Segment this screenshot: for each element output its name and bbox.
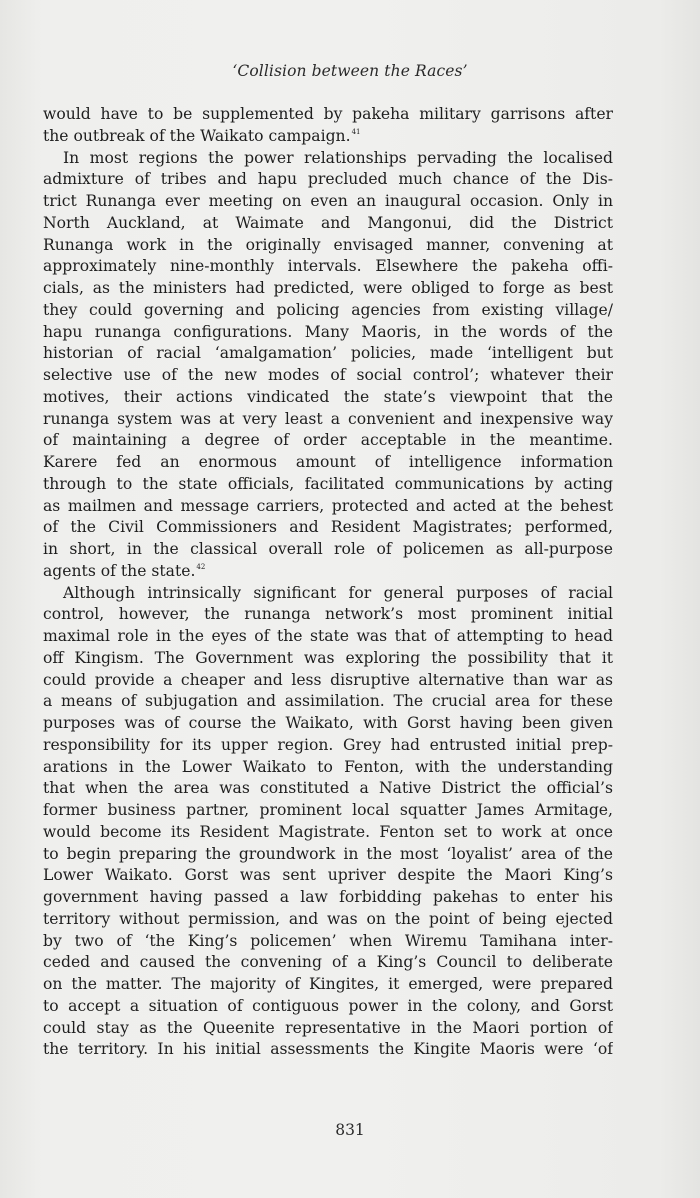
text-line: would become its Resident Magistrate. Fenton set to work at once xyxy=(43,822,613,841)
text-line: Runanga work in the originally envisaged manner, convening at xyxy=(43,235,613,254)
text-line: to accept a situation of contiguous power in the colony, and Gorst xyxy=(43,996,613,1015)
text-line: that when the area was constituted a Native District the official’s xyxy=(43,779,613,798)
text-line: ceded and caused the convening of a King’s Council to deliberate xyxy=(43,953,613,972)
text-line: trict Runanga ever meeting on even an inaugural occasion. Only in xyxy=(43,192,613,210)
text-line: could provide a cheaper and less disruptive alternative than war as xyxy=(43,670,613,689)
text-line: the territory. In his initial assessments the Kingite Maoris were ‘of xyxy=(43,1040,613,1059)
text-line: in short, in the classical overall role of policemen as all-purpose xyxy=(43,540,613,558)
text-line: would have to be supplemented by pakeha military garrisons after xyxy=(43,105,613,123)
text-line: the outbreak of the Waikato campaign.$^{41}$ xyxy=(43,126,361,145)
text-line: former business partner, prominent local squatter James Armitage, xyxy=(43,801,613,819)
text-line: motives, their actions vindicated the state’s viewpoint that the xyxy=(43,387,613,406)
text-line: admixture of tribes and hapu precluded much chance of the Dis- xyxy=(43,170,613,189)
paragraph-start-line: In most regions the power relationships pervading the localised xyxy=(63,148,613,167)
text-line: on the matter. The majority of Kingites, it emerged, were prepared xyxy=(43,975,613,993)
text-line: control, however, the runanga network’s most prominent initial xyxy=(43,605,613,624)
body-text xyxy=(43,104,613,1061)
text-line: of maintaining a degree of order acceptable in the meantime. xyxy=(43,431,613,450)
footnote-ref[interactable]: 41 xyxy=(351,127,361,136)
text-line: a means of subjugation and assimilation. The crucial area for these xyxy=(43,692,613,711)
text-line: purposes was of course the Waikato, with Gorst having been given xyxy=(43,714,613,732)
page-number: 831 xyxy=(335,1121,365,1139)
text-line: North Auckland, at Waimate and Mangonui, did the District xyxy=(43,213,613,232)
text-line: off Kingism. The Government was exploring the possibility that it xyxy=(43,648,613,667)
text-line: selective use of the new modes of social control’; whatever their xyxy=(43,366,613,384)
text-line: historian of racial ‘amalgamation’ policies, made ‘intelligent but xyxy=(43,344,613,363)
running-header: ‘Collision between the Races’ xyxy=(232,62,468,80)
text-line: agents of the state.$^{42}$ xyxy=(43,561,206,580)
text-line: as mailmen and message carriers, protected and acted at the behest xyxy=(43,496,613,515)
text-line: Lower Waikato. Gorst was sent upriver despite the Maori King’s xyxy=(43,866,613,885)
paragraph-start-line: Although intrinsically significant for general purposes of racial xyxy=(63,583,613,602)
text-line: government having passed a law forbidding pakehas to enter his xyxy=(43,888,613,906)
text-line: Karere fed an enormous amount of intelligence information xyxy=(43,453,613,471)
text-line: arations in the Lower Waikato to Fenton, with the understanding xyxy=(43,757,613,776)
text-line: could stay as the Queenite representative in the Maori portion of xyxy=(43,1018,613,1037)
text-line: responsibility for its upper region. Grey had entrusted initial prep- xyxy=(43,735,613,754)
text-line: to begin preparing the groundwork in the most ‘loyalist’ area of the xyxy=(43,844,613,863)
text-line: territory without permission, and was on the point of being ejected xyxy=(43,909,613,928)
text-line: cials, as the ministers had predicted, were obliged to forge as best xyxy=(43,279,613,297)
text-line: they could governing and policing agencies from existing village/ xyxy=(43,300,613,319)
text-line: by two of ‘the King’s policemen’ when Wiremu Tamihana inter- xyxy=(43,931,613,950)
text-line: of the Civil Commissioners and Resident Magistrates; performed, xyxy=(43,518,613,537)
text-line: through to the state officials, facilitated communications by acting xyxy=(43,474,613,493)
text-line: hapu runanga configurations. Many Maoris, in the words of the xyxy=(43,322,613,341)
text-line: maximal role in the eyes of the state was that of attempting to head xyxy=(43,627,613,645)
text-line: runanga system was at very least a convenient and inexpensive way xyxy=(43,409,613,428)
text-line: approximately nine-monthly intervals. Elsewhere the pakeha offi- xyxy=(43,257,613,276)
footnote-ref[interactable]: 42 xyxy=(196,562,206,571)
